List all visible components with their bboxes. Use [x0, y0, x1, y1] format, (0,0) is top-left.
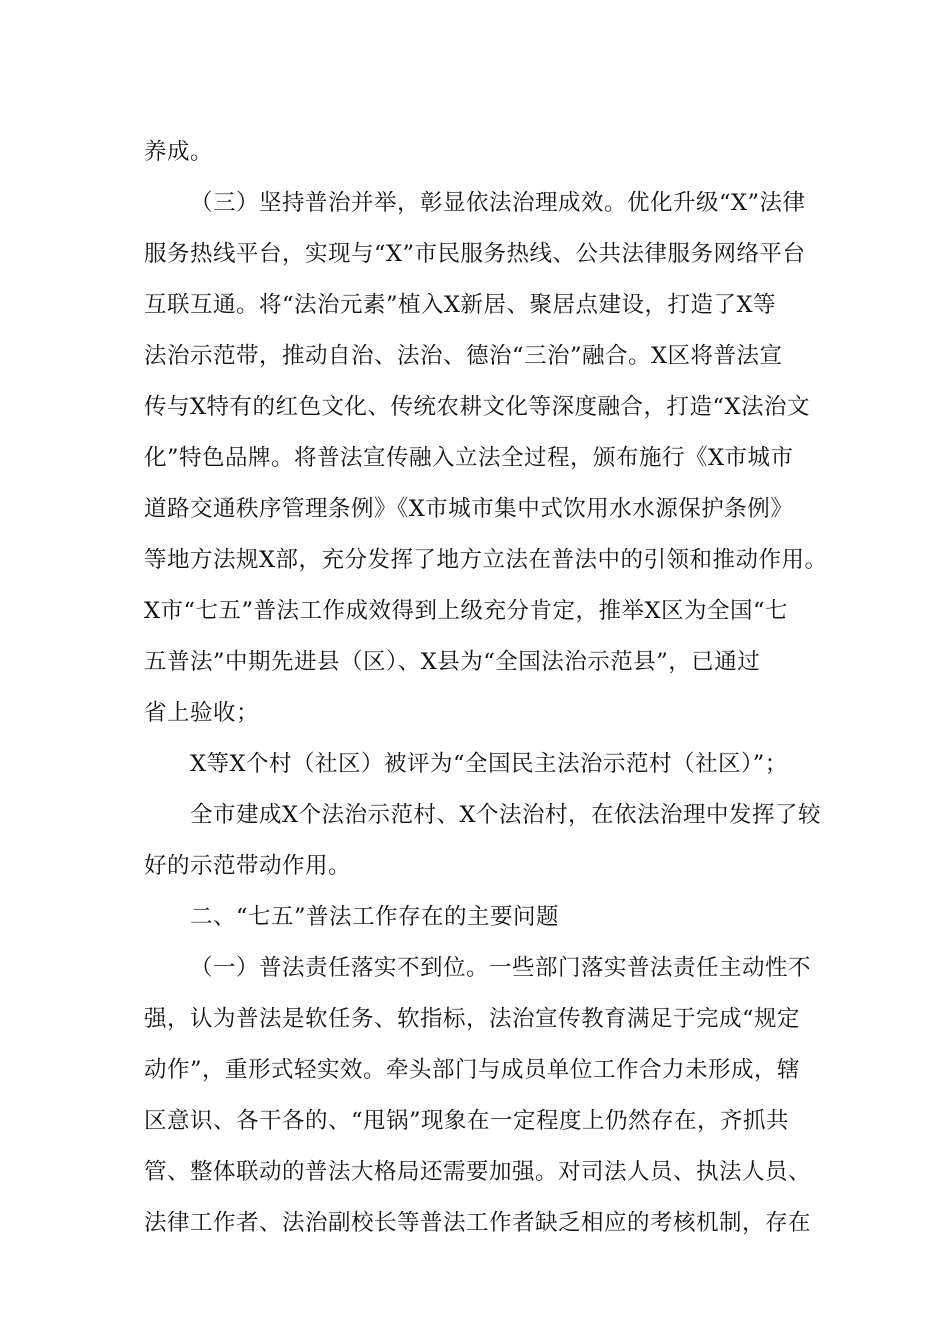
text-line: 省上验收； — [144, 700, 260, 726]
text-line: 五普法”中期先进县（区）、X县为“全国法治示范县”，已通过 — [144, 649, 761, 675]
paragraph-heading-3: （三）坚持普治并举，彰显依法治理成效。优化升级“X”法律 — [190, 190, 806, 216]
text-line: 化”特色品牌。将普法宣传融入立法全过程，颁布施行《X市城市 — [144, 445, 794, 471]
text-line: X市“七五”普法工作成效得到上级充分肯定，推举X区为全国“七 — [144, 598, 789, 624]
paragraph-heading-1: （一）普法责任落实不到位。一些部门落实普法责任主动性不 — [190, 955, 812, 981]
text-line: 法律工作者、法治副校长等普法工作者缺乏相应的考核机制，存在 — [144, 1210, 812, 1236]
text-line: 等地方法规X部，充分发挥了地方立法在普法中的引领和推动作用。 — [144, 547, 828, 573]
text-line: 法治示范带，推动自治、法治、德治“三治”融合。X区将普法宣 — [144, 343, 783, 369]
section-heading-2: 二、“七五”普法工作存在的主要问题 — [190, 904, 560, 930]
text-line: 管、整体联动的普法大格局还需要加强。对司法人员、执法人员、 — [144, 1159, 812, 1185]
text-line: 全市建成X个法治示范村、X个法治村，在依法治理中发挥了较 — [190, 802, 822, 828]
text-line: 互联互通。将“法治元素”植入X新居、聚居点建设，打造了X等 — [144, 292, 777, 318]
text-line: 养成。 — [144, 139, 214, 165]
text-line: 动作”，重形式轻实效。牵头部门与成员单位工作合力未形成，辖 — [144, 1057, 801, 1083]
text-line: 道路交通秩序管理条例》《X市城市集中式饮用水水源保护条例》 — [144, 496, 794, 522]
text-line: 区意识、各干各的、“甩锅”现象在一定程度上仍然存在，齐抓共 — [144, 1108, 790, 1134]
text-line: 强，认为普法是软任务、软指标，法治宣传教育满足于完成“规定 — [144, 1006, 801, 1032]
text-line: 服务热线平台，实现与“X”市民服务热线、公共法律服务网络平台 — [144, 241, 806, 267]
text-line: X等X个村（社区）被评为“全国民主法治示范村（社区）”； — [190, 751, 788, 777]
text-line: 传与X特有的红色文化、传统农耕文化等深度融合，打造“X法治文 — [144, 394, 811, 420]
text-line: 好的示范带动作用。 — [144, 853, 352, 879]
